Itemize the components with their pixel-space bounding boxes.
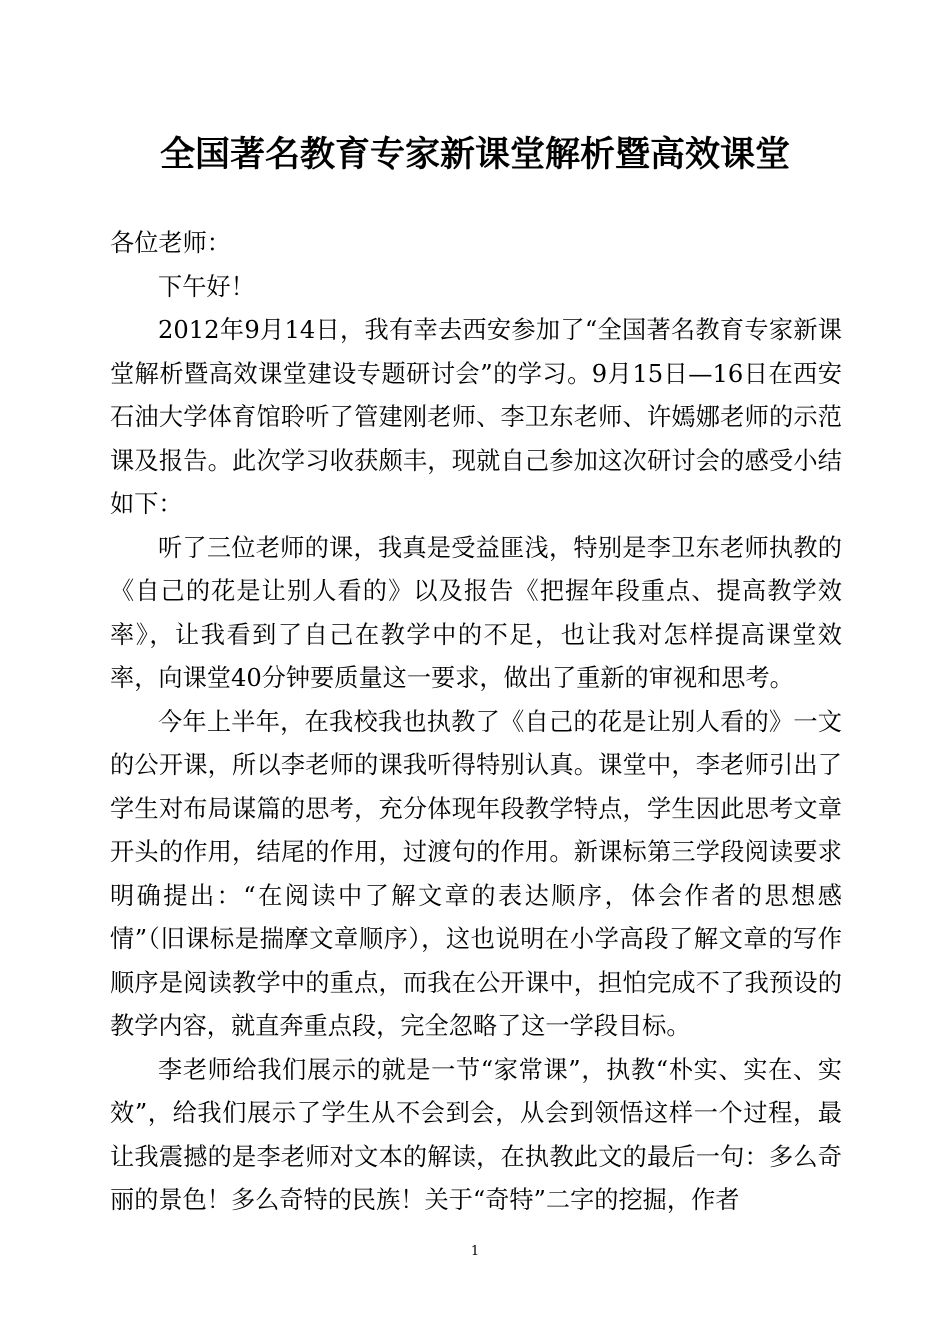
page-number: 1: [470, 1244, 480, 1259]
document-body: [110, 222, 842, 1223]
greeting: 下午好！: [158, 272, 255, 301]
document-title: 全国著名教育专家新课堂解析暨高效课堂: [159, 135, 790, 175]
paragraph-3: 今年上半年，在我校我也执教了《自己的花是让别人看的》一文的公开课，所以李老师的课我听得特别认真。课堂中，李老师引出了学生对布局谋篇的思考，充分体现年段教学特点，学生因此思考文章开头的作用，结尾的作用，过渡句的作用。新课标第三学段阅读要求明确提出：“在阅读中了解文章的表达顺序，体会作者的思想感情”（旧课标是揣摩文章顺序），这也说明在小学高段了解文章的写作顺序是阅读教学中的重点，而我在公开课中，担怕完成不了我预设的教学内容，就直奔重点段，完全忽略了这一学段目标。: [110, 707, 842, 1040]
paragraph-4: 李老师给我们展示的就是一节“家常课”，执教“朴实、实在、实效”，给我们展示了学生从不会到会，从会到领悟这样一个过程，最让我震撼的是李老师对文本的解读，在执教此文的最后一句：多么奇丽的景色！多么奇特的民族！关于“奇特”二字的挖掘，作者: [110, 1055, 842, 1214]
paragraph-1: 2012年9月14日，我有幸去西安参加了“全国著名教育专家新课堂解析暨高效课堂建设专题研讨会”的学习。9月15日—16日在西安石油大学体育馆聆听了管建刚老师、李卫东老师、许嫣娜老师的示范课及报告。此次学习收获颇丰，现就自己参加这次研讨会的感受小结如下：: [110, 316, 842, 518]
paragraph-2: 听了三位老师的课，我真是受益匪浅，特别是李卫东老师执教的《自己的花是让别人看的》以及报告《把握年段重点、提高教学效率》，让我看到了自己在教学中的不足，也让我对怎样提高课堂效率，向课堂40分钟要质量这一要求，做出了重新的审视和思考。: [110, 533, 842, 692]
salutation: 各位老师：: [110, 229, 231, 257]
